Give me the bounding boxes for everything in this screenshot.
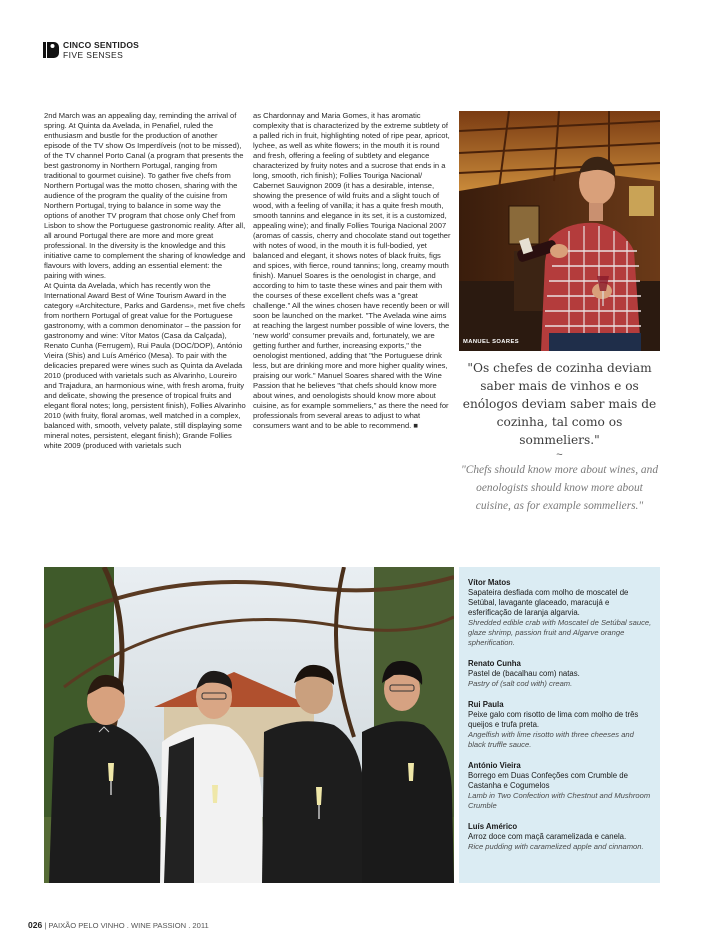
five-senses-logo-icon xyxy=(43,40,59,60)
dish-pt: Arroz doce com maçã caramelizada e canela. xyxy=(468,832,627,841)
pull-quote-en: "Chefs should know more about wines, and oenologists should know more about cuisine, as for example sommeliers." xyxy=(460,464,659,512)
chefs-group-photo xyxy=(44,567,454,883)
dish-pt: Pastel de (bacalhau com) natas. xyxy=(468,669,580,678)
section-title-en: FIVE SENSES xyxy=(63,50,124,60)
article-paragraph: as Chardonnay and Maria Gomes, it has aromatic complexity that is characterized by the extreme subtlety of a palled rich in fruit, highlighting noted of ripe pear, apricot, lychee, as well as white flowers; in the mouth it is round and fresh, offering a feeling of subtlety and elegance characterized by fruity notes and a sucrose that ends in a long, smooth, rich finish); Follies Touriga Nacional/ Cabernet Sauvignon 2009 (it has a desirable, intense, showing the presence of wild fruits and a slight touch of wood, with a feeling of vanilla; it has a quite fresh mouth, smooth tannins and elegance in its set, it is a customized, appealing wine); and finally Follies Touriga Nacional 2007 (aromas of cassis, cherry and chocolate stand out together with notes of wood, in the mouth it is full-bodied, yet balanced and elegant, it shows notes of black fruits, figs and spices, with fierce, round tannins; long, creamy mouth finish). Manuel Soares is the oenologist in charge, and according to him to taste these wines and pair them with the courses of these excellent chefs was a "great challenge." All the wines chosen have recently been or will soon be launched on the market. "The Avelada wine aims at reaching the largest number possible of wine lovers, the 'new world' consumer prevails and, fortunately, we are getting further and further, increasing exports," the oenologist mentioned, adding that "the Portuguese drink less, but are drinking more and more higher quality wines, praising our work." Manuel Soares shared with the Wine Passion that he believes "that chefs should know more about wines, and oenologists should know more about cuisine, as for example sommeliers," as there the need for professionals from several areas to adjust to what consumers want and to be able to recommend. ■ xyxy=(253,111,451,430)
dish-pt: Borrego em Duas Confeções com Crumble de Castanha e Cogumelos xyxy=(468,771,628,790)
oenologist-photo xyxy=(459,111,660,351)
chef-name: Renato Cunha xyxy=(468,659,521,668)
article-paragraph: 2nd March was an appealing day, reminding the arrival of spring. At Quinta da Avelada, in Penafiel, ruled the enthusiasm and bustle for the production of another episode of the TV show Os Imperdíveis (not to be missed), of the TV channel Porto Canal (a program that presents the best gastronomy in Northern Portugal, ranging from traditional to gourmet cuisine). To gather five chefs from Northern Portugal was the motto chosen, sharing with the audience of the program the quality of the cuisine from Northern Portugal, trying to balance in some way the options of another TV program that chose only Chef from Lisbon to show the Portuguese gastronomic reality. After all, all around Portugal there are more and more great professional. In the diversity is the knowledge and this initiative came to complement the sharing of knowledge and flavours with lovers, adding an essential element: the pairing with wines. xyxy=(44,111,246,280)
menu-item xyxy=(468,761,652,811)
dish-en: Pastry of (salt cod with) cream. xyxy=(468,679,573,688)
chef-name: António Vieira xyxy=(468,761,521,770)
section-title-pt: CINCO SENTIDOS xyxy=(63,40,140,50)
article-column-2 xyxy=(253,111,451,555)
dish-en: Rice pudding with caramelized apple and cinnamon. xyxy=(468,842,644,851)
page-number: 026 xyxy=(28,920,43,930)
dish-en: Angelfish with lime risotto with three cheeses and black truffle sauce. xyxy=(468,730,634,749)
menu-item xyxy=(468,659,652,689)
pull-quote-pt: "Os chefes de cozinha deviam saber mais de vinhos e os enólogos deviam saber mais de cozinha, tal como os sommeliers." xyxy=(462,361,657,447)
oenologist-photo-illustration xyxy=(459,111,660,351)
pull-quote xyxy=(459,359,660,515)
chef-name: Vítor Matos xyxy=(468,578,511,587)
menu-item xyxy=(468,822,652,852)
article-column-1 xyxy=(44,111,246,555)
chef-name: Luís Américo xyxy=(468,822,518,831)
page-footer xyxy=(28,920,209,930)
menu-item xyxy=(468,578,652,648)
article-paragraph: At Quinta da Avelada, which has recently won the International Award Best of Wine Tourism Award in the category «Architecture, Parks and Gardens», met five chefs from northern Portugal of great value for the Portuguese gastronomy, with a common denominator – the passion for gastronomy and wine: Vítor Matos (Casa da Calçada), Renato Cunha (Ferrugem), Rui Paula (DOC/DOP), António Vieira (Shis) and Luís Américo (Mesa). To pair with the delicacies prepared were wines such as Quinta da Avelada 2010 (produced with varietals such as Alvarinho, Loureiro and Trajadura, an harmonious wine, with fresh aroma, fruity and delicate, showing the presence of tropical fruits and elegant floral notes; long, persistent finish), Follies Alvarinho 2010 (with fruity, floral aromas, well matched in a complex, balanced with, smooth, velvety palate, still displaying some mineral notes, persistent, elegant finish); Grande Follies white 2009 (produced with varietals such xyxy=(44,281,246,450)
menu-box xyxy=(459,567,660,883)
dish-en: Lamb in Two Confection with Chestnut and Mushroom Crumble xyxy=(468,791,651,810)
quote-separator: ~ xyxy=(556,449,563,461)
menu-item xyxy=(468,700,652,750)
photo-credit: MANUEL SOARES xyxy=(463,339,519,345)
dish-en: Shredded edible crab with Moscatel de Setúbal sauce, glaze shrimp, passion fruit and Algarve orange spherification. xyxy=(468,618,652,647)
chef-name: Rui Paula xyxy=(468,700,504,709)
publication-name: | PAIXÃO PELO VINHO . WINE PASSION . 2011 xyxy=(44,921,209,930)
dish-pt: Sapateira desfiada com molho de moscatel de Setúbal, lavagante glaceado, maracujá e esferificação de laranja algarvia. xyxy=(468,588,629,617)
dish-pt: Peixe galo com risotto de lima com molho de três queijos e trufa preta. xyxy=(468,710,639,729)
chefs-group-photo-illustration xyxy=(44,567,454,883)
